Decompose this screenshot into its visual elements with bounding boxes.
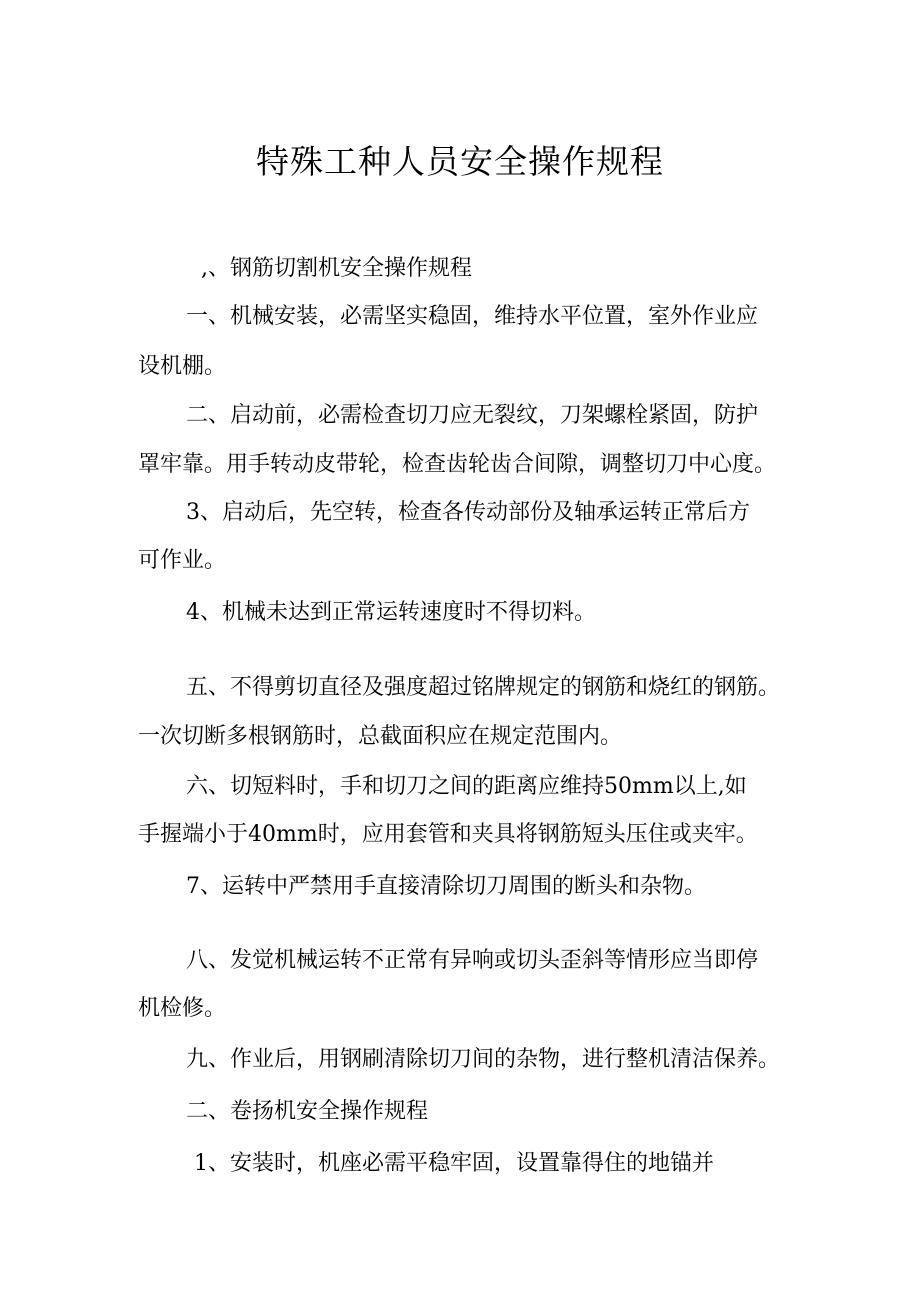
paragraph-line: 一次切断多根钢筋时，总截面积应在规定范围内。 [138,724,623,749]
paragraph-line: 罩牢靠。用手转动皮带轮，检查齿轮齿合间隙，调整切刀中心度。 [138,452,777,477]
paragraph-line: 一、机械安装，必需坚实稳固，维持水平位置，室外作业应 [186,304,759,329]
paragraph-line: 手握端小于40mm时，应用套管和夹具将钢筋短头压住或夹牢。 [138,822,758,847]
paragraph-line: 二、启动前，必需检查切刀应无裂纹，刀架螺栓紧固，防护 [186,403,759,428]
paragraph-line: 4、机械未达到正常运转速度时不得切料。 [186,600,596,625]
paragraph-line: 八、发觉机械运转不正常有异响或切头歪斜等情形应当即停 [186,948,759,973]
paragraph-line: 九、作业后，用钢刷清除切刀间的杂物，进行整机清洁保养。 [186,1047,781,1072]
paragraph-line: 五、不得剪切直径及强度超过铭牌规定的钢筋和烧红的钢筋。 [186,675,781,700]
paragraph-line: 可作业。 [138,548,227,573]
paragraph-line: 3、启动后，先空转，检查各传动部份及轴承运转正常后方 [186,500,750,525]
section-heading-1: ,、钢筋切割机安全操作规程 [201,256,472,281]
paragraph-line: 机检修。 [138,996,227,1021]
section-heading-2: 二、卷扬机安全操作规程 [186,1099,429,1124]
paragraph-line: 六、切短料时，手和切刀之间的距离应维持50mm以上,如 [186,774,747,799]
paragraph-line: 设机棚。 [138,354,227,379]
document-title: 特殊工种人员安全操作规程 [256,142,664,181]
paragraph-line: 1、安装时，机座必需平稳牢固，设置靠得住的地锚并 [194,1151,714,1176]
paragraph-line: 7、运转中严禁用手直接清除切刀周围的断头和杂物。 [186,874,706,899]
